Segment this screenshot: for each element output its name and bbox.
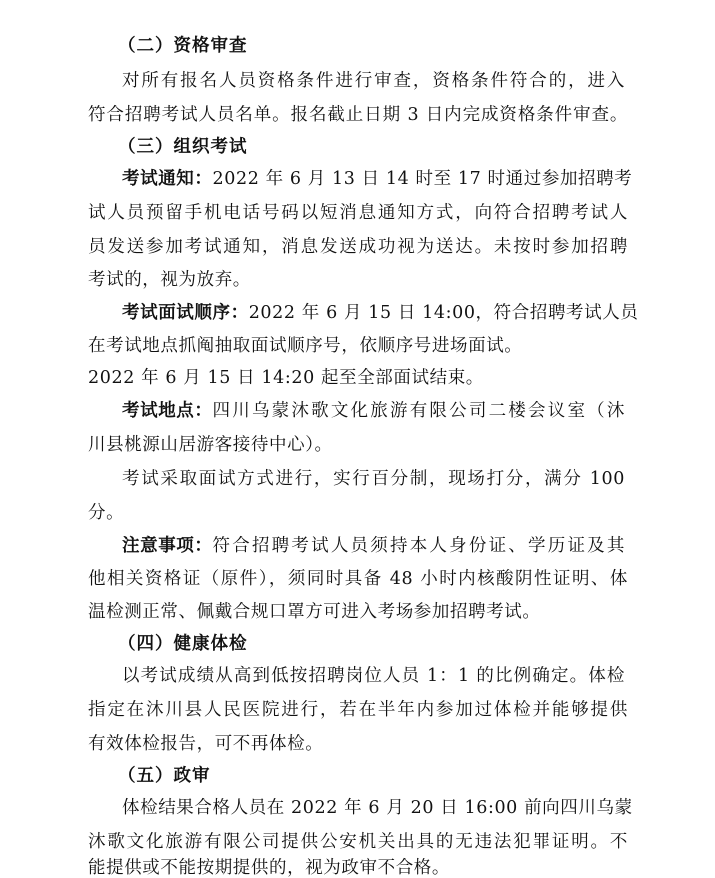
notes-text: 符合招聘考试人员须持本人身份证、学历证及其 xyxy=(212,536,625,556)
section-heading-qualification-review: （二）资格审查 xyxy=(118,36,248,56)
exam-notice-text: 2022 年 6 月 13 日 14 时至 17 时通过参加招聘考 xyxy=(212,169,633,189)
interview-order-text: 2022 年 6 月 15 日 14:00，符合招聘考试人员 xyxy=(248,303,639,323)
paragraph-line: 能提供或不能按期提供的，视为政审不合格。 xyxy=(88,858,450,878)
paragraph-line-interview-order xyxy=(122,297,639,329)
paragraph-line: 对所有报名人员资格条件进行审查，资格条件符合的，进入 xyxy=(122,71,625,91)
paragraph-line: 川县桃源山居游客接待中心）。 xyxy=(88,435,333,455)
paragraph-line: 以考试成绩从高到低按招聘岗位人员 1：1 的比例确定。体检 xyxy=(122,666,625,686)
exam-notice-label: 考试通知： xyxy=(122,169,213,189)
paragraph-line-exam-location xyxy=(122,395,625,427)
paragraph-line-exam-method: 考试采取面试方式进行，实行百分制，现场打分，满分 100 xyxy=(122,469,625,489)
section-heading-health-check: （四）健康体检 xyxy=(118,634,248,654)
paragraph-line: 符合招聘考试人员名单。报名截止日期 3 日内完成资格条件审查。 xyxy=(88,105,628,125)
paragraph-line: 指定在沐川县人民医院进行，若在半年内参加过体检并能够提供 xyxy=(88,700,628,720)
paragraph-line: 员发送参加考试通知，消息发送成功视为送达。未按时参加招聘 xyxy=(88,237,628,257)
interview-order-label: 考试面试顺序： xyxy=(122,303,249,323)
paragraph-line: 有效体检报告，可不再体检。 xyxy=(88,734,324,754)
section-heading-political-review: （五）政审 xyxy=(118,766,211,786)
paragraph-line: 沐歌文化旅游有限公司提供公安机关出具的无违法犯罪证明。不 xyxy=(88,832,628,852)
paragraph-line-exam-notice xyxy=(122,163,633,195)
paragraph-line-notes xyxy=(122,530,625,562)
paragraph-line: 他相关资格证（原件），须同时具备 48 小时内核酸阴性证明、体 xyxy=(88,569,628,589)
paragraph-line: 试人员预留手机电话号码以短消息通知方式，向符合招聘考试人 xyxy=(88,203,628,223)
paragraph-line: 体检结果合格人员在 2022 年 6 月 20 日 16:00 前向四川乌蒙 xyxy=(122,798,633,818)
paragraph-line: 分。 xyxy=(88,503,125,523)
notes-label: 注意事项： xyxy=(122,536,213,556)
paragraph-line: 在考试地点抓阄抽取面试顺序号，依顺序号进场面试。 xyxy=(88,336,523,356)
paragraph-line: 2022 年 6 月 15 日 14:20 起至全部面试结束。 xyxy=(88,368,484,388)
section-heading-exam-organization: （三）组织考试 xyxy=(118,137,248,157)
paragraph-line: 考试的，视为放弃。 xyxy=(88,270,251,290)
paragraph-line: 温检测正常、佩戴合规口罩方可进入考场参加招聘考试。 xyxy=(88,602,541,622)
exam-location-text: 四川乌蒙沐歌文化旅游有限公司二楼会议室（沐 xyxy=(212,401,625,421)
exam-location-label: 考试地点： xyxy=(122,401,213,421)
